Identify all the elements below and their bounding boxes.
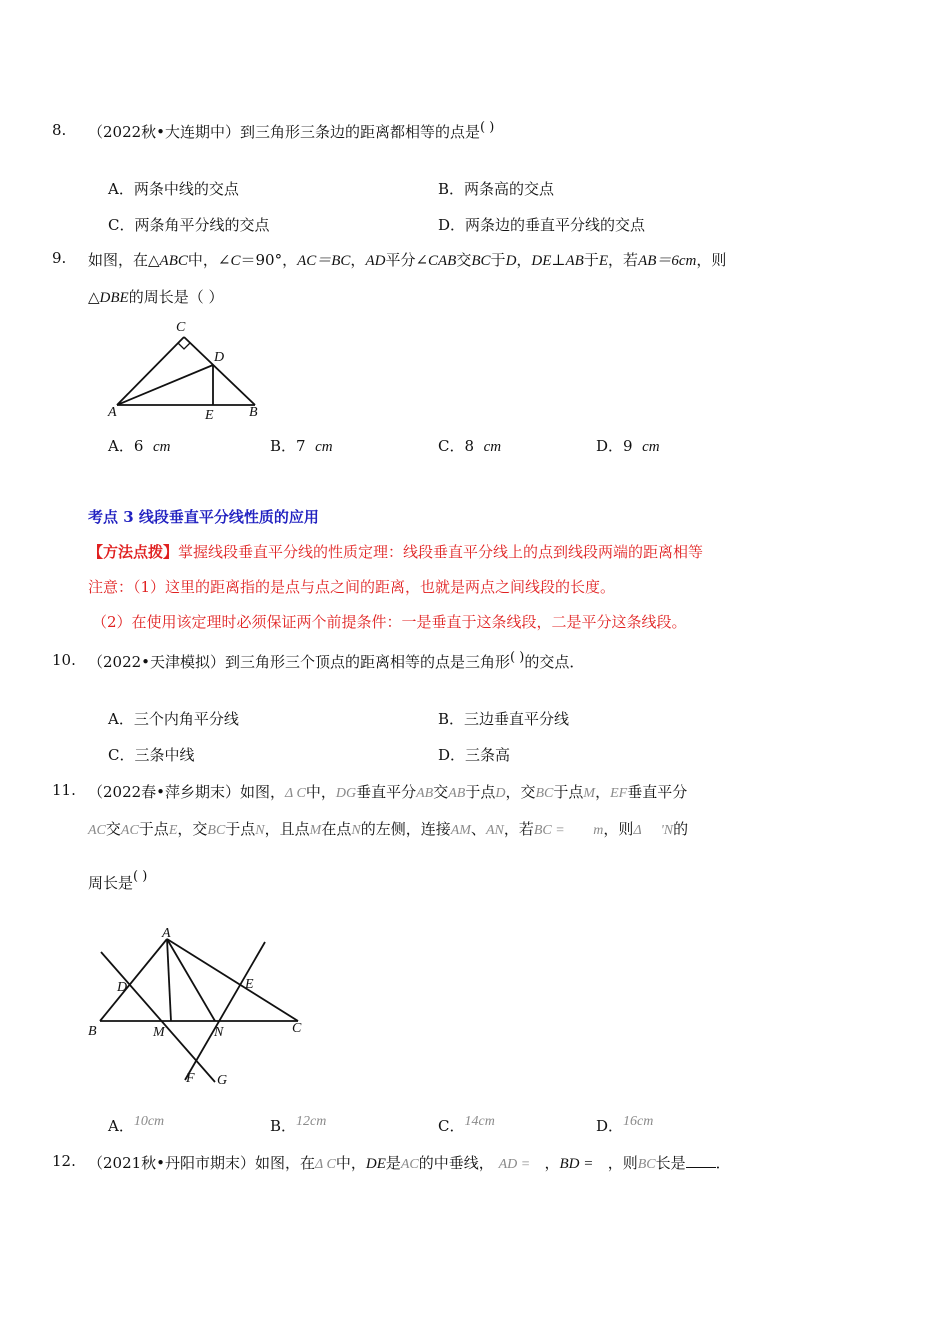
q12-faint: AC bbox=[400, 1157, 419, 1172]
q8-stem bbox=[88, 121, 494, 142]
q9-text: 于 bbox=[583, 251, 599, 269]
q9-text: 的周长是（ ） bbox=[128, 288, 224, 306]
q9-option-b[interactable] bbox=[270, 435, 333, 456]
q11-option-a-letter: A． bbox=[108, 1117, 134, 1135]
q9-option-c-unit: cm bbox=[483, 439, 502, 455]
q12-answer-blank[interactable] bbox=[686, 1153, 716, 1168]
q11-faint: N bbox=[255, 823, 265, 838]
q11-label-m: M bbox=[153, 1025, 165, 1040]
q11-label-n: N bbox=[214, 1025, 224, 1040]
q12-faint: BC bbox=[637, 1157, 656, 1172]
q8-number: 8. bbox=[52, 121, 67, 139]
q8-option-c[interactable]: C．两条角平分线的交点 bbox=[108, 216, 270, 234]
q9-right-angle-mark bbox=[178, 343, 190, 349]
q11-option-a[interactable] bbox=[108, 1115, 164, 1136]
q9-stem-line2 bbox=[88, 286, 224, 307]
q9-text: 中，∠ bbox=[187, 251, 231, 269]
q9-var: BC bbox=[471, 253, 491, 269]
q9-option-d-unit: cm bbox=[642, 439, 660, 455]
method-tag: 【方法点拨】 bbox=[88, 543, 179, 561]
q11-label-b: B bbox=[88, 1024, 97, 1039]
q9-option-c[interactable] bbox=[438, 435, 501, 456]
q9-label-d: D bbox=[214, 350, 225, 365]
q10-option-a[interactable]: A．三个内角平分线 bbox=[108, 710, 239, 728]
q11-stem-line2 bbox=[88, 818, 688, 839]
q11-faint: BC = bbox=[533, 823, 565, 838]
q11-segment-ab bbox=[100, 939, 167, 1021]
method-tip bbox=[88, 541, 703, 562]
q11-option-b-value: 12cm bbox=[296, 1114, 327, 1129]
q11-text: 垂直平分 bbox=[627, 783, 688, 801]
q8-option-a[interactable]: A．两条中线的交点 bbox=[108, 180, 239, 198]
q11-text: 交 bbox=[105, 820, 121, 838]
q11-segment-an bbox=[167, 939, 215, 1021]
q9-text: △ bbox=[88, 288, 100, 306]
q11-option-d-letter: D． bbox=[596, 1117, 624, 1135]
q9-stem-line1 bbox=[88, 249, 726, 270]
q11-text: 于点 bbox=[465, 783, 496, 801]
q11-faint: D bbox=[495, 786, 506, 801]
q11-option-d[interactable] bbox=[596, 1115, 653, 1136]
q9-var: DBE bbox=[99, 290, 129, 306]
q11-faint: N bbox=[351, 823, 361, 838]
q9-text: 如图，在△ bbox=[88, 251, 160, 269]
q11-faint: M bbox=[309, 823, 322, 838]
q11-faint: EF bbox=[610, 786, 628, 801]
q9-text: ＝90°， bbox=[240, 251, 298, 269]
q11-faint: Δ C bbox=[285, 786, 306, 801]
method-text: 掌握线段垂直平分线的性质定理：线段垂直平分线上的点到线段两端的距离相等 bbox=[178, 543, 704, 561]
q11-figure bbox=[85, 922, 315, 1092]
q10-option-b[interactable]: B．三边垂直平分线 bbox=[438, 710, 570, 728]
q11-text: ，交 bbox=[177, 820, 208, 838]
q9-var: AB＝6cm bbox=[638, 253, 697, 269]
q9-var: C bbox=[230, 253, 241, 269]
q9-option-d[interactable] bbox=[596, 435, 660, 456]
q12-stem bbox=[88, 1152, 731, 1173]
q11-label-e: E bbox=[245, 977, 254, 992]
q9-label-b: B bbox=[249, 405, 258, 420]
q10-number: 10. bbox=[52, 651, 76, 669]
q11-text: 的 bbox=[673, 820, 689, 838]
q9-var: D bbox=[505, 253, 517, 269]
q9-text: 平分∠ bbox=[385, 251, 429, 269]
q11-faint: BC bbox=[535, 786, 554, 801]
q11-answer-paren: ( ) bbox=[133, 869, 148, 884]
q9-var: E bbox=[598, 253, 609, 269]
q12-var: BD = bbox=[559, 1156, 594, 1172]
q12-text: 长是 bbox=[655, 1154, 686, 1172]
note-2: （2）在使用该定理时必须保证两个前提条件：一是垂直于这条线段，二是平分这条线段。 bbox=[92, 613, 687, 631]
q9-var: CAB bbox=[428, 253, 457, 269]
q11-option-c[interactable] bbox=[438, 1115, 495, 1136]
q12-text: ． bbox=[715, 1154, 731, 1172]
q9-text: ， bbox=[350, 251, 366, 269]
q12-text: 是 bbox=[385, 1154, 401, 1172]
q9-option-c-value: C．8 bbox=[438, 437, 475, 455]
q11-text: （2022春•萍乡期末）如图， bbox=[88, 783, 286, 801]
q11-text: 在点 bbox=[321, 820, 352, 838]
q11-option-b[interactable] bbox=[270, 1115, 326, 1136]
q11-label-f: F bbox=[186, 1071, 195, 1086]
q9-segment-ad bbox=[117, 365, 213, 405]
q9-label-a: A bbox=[108, 405, 117, 420]
q10-answer-paren: ( ) bbox=[510, 650, 525, 665]
q9-label-c: C bbox=[176, 320, 186, 335]
q11-stem-line3 bbox=[88, 869, 148, 893]
q9-option-a[interactable] bbox=[108, 435, 170, 456]
q11-faint: M bbox=[583, 786, 596, 801]
q11-label-d: D bbox=[117, 980, 128, 995]
q11-text: ，交 bbox=[505, 783, 536, 801]
q9-option-a-value: A．6 bbox=[108, 437, 144, 455]
q11-text: 于点 bbox=[225, 820, 256, 838]
q10-stem bbox=[88, 651, 584, 672]
q11-faint: AC bbox=[88, 823, 106, 838]
q9-option-b-unit: cm bbox=[315, 439, 333, 455]
q9-text: ，则 bbox=[696, 251, 727, 269]
q11-stem-line1 bbox=[88, 781, 687, 802]
q11-label-c: C bbox=[292, 1021, 302, 1036]
q11-text: 的左侧，连接 bbox=[360, 820, 451, 838]
q9-var: DE⊥AB bbox=[531, 253, 584, 269]
q9-text: ， bbox=[516, 251, 532, 269]
q11-faint: 'N bbox=[660, 823, 674, 838]
q9-text: 于 bbox=[490, 251, 506, 269]
q8-answer-paren: ( ) bbox=[480, 120, 495, 135]
q11-faint: AB bbox=[416, 786, 434, 801]
q11-faint: E bbox=[168, 823, 178, 838]
q11-faint: Δ bbox=[633, 823, 642, 838]
q8-option-b[interactable]: B．两条高的交点 bbox=[438, 180, 555, 198]
q12-faint: AD = bbox=[498, 1157, 531, 1172]
q11-text: ， bbox=[595, 783, 611, 801]
q9-figure bbox=[100, 315, 275, 425]
q12-text: 中， bbox=[335, 1154, 366, 1172]
q12-var: DE bbox=[365, 1156, 386, 1172]
q10-stem-tail: 的交点． bbox=[524, 653, 585, 671]
q11-text: 交 bbox=[433, 783, 449, 801]
q9-segment-cb bbox=[184, 337, 255, 405]
q12-text: （2021秋•丹阳市期末）如图，在 bbox=[88, 1154, 316, 1172]
q11-text: 于点 bbox=[138, 820, 169, 838]
q11-option-a-value: 10cm bbox=[133, 1114, 165, 1129]
q8-stem-text: （2022秋•大连期中）到三角形三条边的距离都相等的点是 bbox=[88, 123, 481, 141]
q11-option-c-value: 14cm bbox=[464, 1114, 495, 1129]
q11-text: ，则 bbox=[603, 820, 634, 838]
q11-option-d-value: 16cm bbox=[623, 1114, 654, 1129]
q12-number: 12. bbox=[52, 1152, 76, 1170]
q9-var: ABC bbox=[159, 253, 188, 269]
q11-text: ，且点 bbox=[264, 820, 310, 838]
q11-number: 11. bbox=[52, 781, 76, 799]
q12-text: ，则 bbox=[607, 1154, 638, 1172]
q9-segment-ac bbox=[117, 337, 184, 405]
q11-faint: AC bbox=[120, 823, 139, 838]
q11-text: 、 bbox=[470, 820, 486, 838]
q9-number: 9. bbox=[52, 249, 67, 267]
q11-option-b-letter: B． bbox=[270, 1117, 297, 1135]
q11-line-ef bbox=[185, 942, 265, 1080]
q11-faint: m bbox=[593, 823, 604, 838]
q10-stem-text: （2022•天津模拟）到三角形三个顶点的距离相等的点是三角形 bbox=[88, 653, 511, 671]
q12-text: 的中垂线， bbox=[418, 1154, 494, 1172]
q9-text: 交 bbox=[456, 251, 472, 269]
q9-var: AD bbox=[365, 253, 386, 269]
q11-segment-am bbox=[167, 939, 171, 1021]
q11-line-dg bbox=[101, 952, 215, 1082]
q11-faint: AB bbox=[448, 786, 466, 801]
q11-text: 中， bbox=[305, 783, 336, 801]
q11-label-g: G bbox=[217, 1073, 228, 1088]
q11-label-a: A bbox=[162, 926, 171, 941]
q9-option-b-value: B．7 bbox=[270, 437, 306, 455]
q11-faint: DG bbox=[335, 786, 357, 801]
q11-option-c-letter: C． bbox=[438, 1117, 465, 1135]
q9-option-a-unit: cm bbox=[152, 439, 171, 455]
q8-option-d[interactable]: D．两条边的垂直平分线的交点 bbox=[438, 216, 646, 234]
q11-text: 垂直平分 bbox=[356, 783, 417, 801]
q11-faint: BC bbox=[207, 823, 226, 838]
q9-label-e: E bbox=[205, 408, 214, 423]
q10-option-c[interactable]: C．三条中线 bbox=[108, 746, 195, 764]
q9-option-d-value: D．9 bbox=[596, 437, 633, 455]
q11-text: 于点 bbox=[553, 783, 584, 801]
q11-faint: AN bbox=[485, 823, 504, 838]
q12-faint: Δ C bbox=[315, 1157, 336, 1172]
q11-text: 周长是 bbox=[88, 874, 134, 892]
q12-text: ， bbox=[544, 1154, 560, 1172]
section-title: 考点 3 线段垂直平分线性质的应用 bbox=[88, 508, 319, 526]
note-1: 注意：（1）这里的距离指的是点与点之间的距离，也就是两点之间线段的长度。 bbox=[88, 578, 616, 596]
q11-text: ，若 bbox=[503, 820, 534, 838]
q10-option-d[interactable]: D．三条高 bbox=[438, 746, 511, 764]
q9-text: ，若 bbox=[608, 251, 639, 269]
q9-var: AC＝BC bbox=[297, 253, 351, 269]
q11-segment-ac bbox=[167, 939, 298, 1021]
q11-faint: AM bbox=[450, 823, 471, 838]
